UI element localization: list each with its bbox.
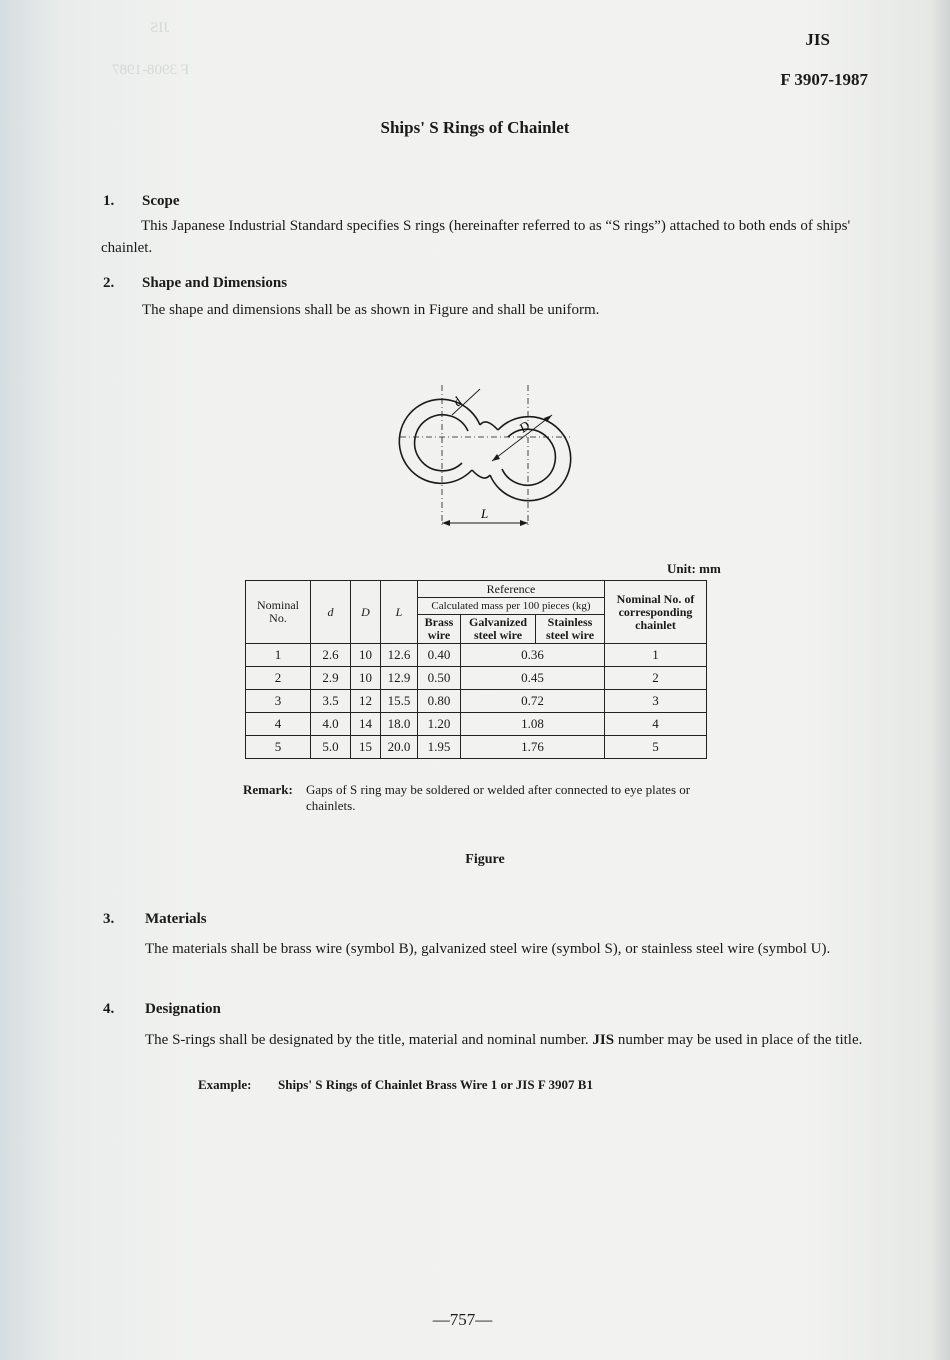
section-3-text: The materials shall be brass wire (symbol B), galvanized steel wire (symbol S), or stainless steel wire (symbol U).	[145, 941, 831, 957]
example-text: Ships' S Rings of Chainlet Brass Wire 1 or JIS F 3907 B1	[278, 1077, 593, 1092]
table-row: 5 5.0 15 20.0 1.95 1.76 5	[246, 736, 707, 759]
unit-label: Unit: mm	[667, 561, 721, 576]
page-number: —757—	[432, 1310, 493, 1329]
L-label: L	[481, 506, 489, 521]
left-ring-inner	[415, 415, 468, 471]
section-3-title: Materials	[145, 911, 207, 927]
dimension-table	[245, 580, 707, 759]
header-jis: JIS	[805, 30, 830, 49]
col-chainlet: Nominal No. of corresponding chainlet	[605, 581, 707, 644]
remark-label: Remark:	[243, 782, 293, 797]
col-calc-mass: Calculated mass per 100 pieces (kg)	[418, 598, 605, 615]
header-standard-number: F 3907-1987	[780, 70, 868, 89]
col-reference: Reference	[418, 581, 605, 598]
section-1-title: Scope	[142, 193, 180, 209]
example-label: Example:	[198, 1077, 252, 1092]
section-2-title: Shape and Dimensions	[142, 275, 288, 291]
col-stainless: Stainless steel wire	[536, 615, 605, 644]
col-nominal: Nominal No.	[246, 581, 311, 644]
remark-text: Gaps of S ring may be soldered or welded after connected to eye plates or chainlets.	[306, 782, 691, 813]
table-row: 2 2.9 10 12.9 0.50 0.45 2	[246, 667, 707, 690]
section-1-text: This Japanese Industrial Standard specifies S rings (hereinafter referred to as “S rings”) attached to both ends of ships' chainlet.	[101, 218, 851, 256]
section-4-text: The S-rings shall be designated by the title, material and nominal number. JIS number may be used in place of the title.	[145, 1032, 863, 1048]
bleed-through-text: JIS	[150, 20, 170, 36]
section-2-text: The shape and dimensions shall be as shown in Figure and shall be uniform.	[142, 302, 600, 318]
col-D: D	[351, 581, 381, 644]
page-title: Ships' S Rings of Chainlet	[380, 118, 570, 137]
table-row: 3 3.5 12 15.5 0.80 0.72 3	[246, 690, 707, 713]
table-row: 4 4.0 14 18.0 1.20 1.08 4	[246, 713, 707, 736]
section-1-number: 1.	[103, 193, 115, 209]
col-d: d	[311, 581, 351, 644]
figure-caption: Figure	[465, 852, 505, 867]
section-4-number: 4.	[103, 1001, 115, 1017]
section-3-number: 3.	[103, 911, 115, 927]
table-row: 1 2.6 10 12.6 0.40 0.36 1	[246, 644, 707, 667]
col-brass: Brass wire	[418, 615, 461, 644]
s-ring-drawing	[380, 375, 590, 535]
section-4-title: Designation	[145, 1001, 221, 1017]
col-L: L	[381, 581, 418, 644]
right-ring-inner	[502, 429, 555, 485]
d-label: d	[449, 393, 465, 410]
col-galvanized: Galvanized steel wire	[461, 615, 536, 644]
bleed-through-text: F 3908-1987	[112, 62, 190, 78]
D-label: D	[516, 417, 533, 436]
section-2-number: 2.	[103, 275, 115, 291]
